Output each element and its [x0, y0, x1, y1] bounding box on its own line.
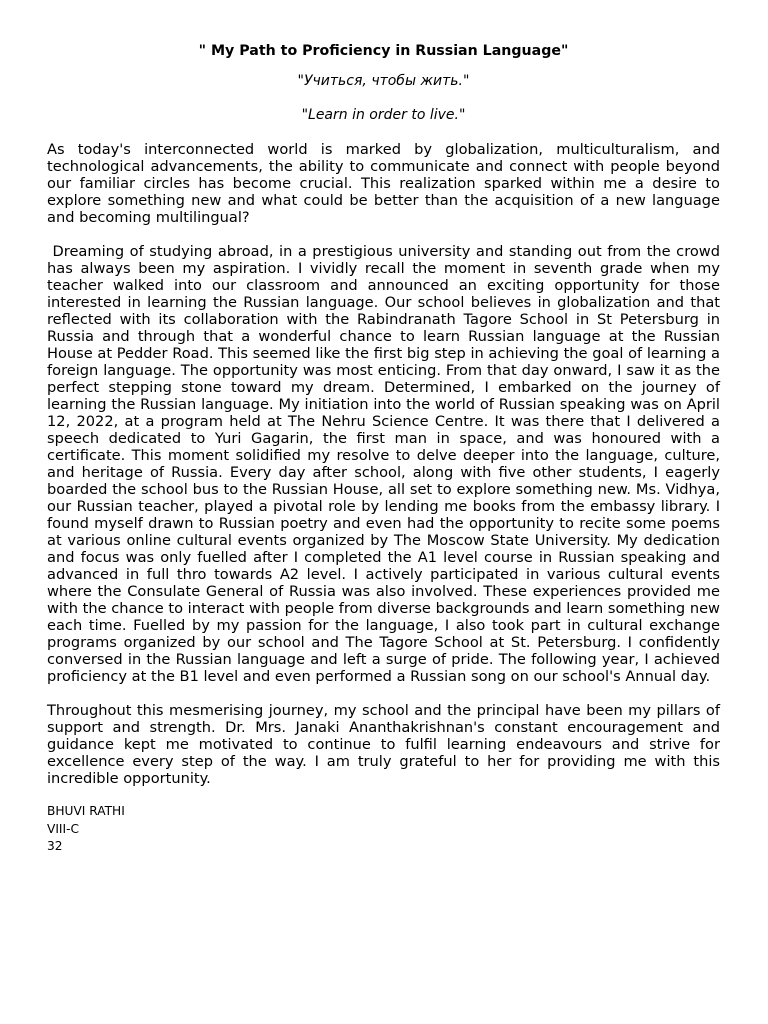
author-name: BHUVI RATHI: [47, 804, 125, 818]
paragraph-journey: Dreaming of studying abroad, in a prestigious university and standing out from the crowd has always been my aspiration. I vividly recall the moment in seventh grade when my teacher walked into our classroom and announced an exciting opportunity for those interested in learning the Russian language. Our school believes in globalization and that reflected with its collaboration with the Rabindranath Tagore School in St Petersburg in Russia and through that a wonderful chance to learn Russian language at the Russian House at Pedder Road. This seemed like the first big step in achieving the goal of learning a foreign language. The opportunity was most enticing. From that day onward, I saw it as the perfect stepping stone toward my dream. Determined, I embarked on the journey of learning the Russian language. My initiation into the world of Russian speaking was on April 12, 2022, at a program held at The Nehru Science Centre. It was there that I delivered a speech dedicated to Yuri Gagarin, the first man in space, and was honoured with a certificate. This moment solidified my resolve to delve deeper into the language, culture, and heritage of Russia. Every day after school, along with five other students, I eagerly boarded the school bus to the Russian House, all set to explore something new. Ms. Vidhya, our Russian teacher, played a pivotal role by lending me books from the embassy library. I found myself drawn to Russian poetry and even had the opportunity to recite some poems at various online cultural events organized by The Moscow State University. My dedication and focus was only fuelled after I completed the A1 level course in Russian speaking and advanced in full thro towards A2 level. I actively participated in various cultural events where the Consulate General of Russia was also involved. These experiences provided me with the chance to interact with people from diverse backgrounds and learn something new each time. Fuelled by my passion for the language, I also took part in cultural exchange programs organized by our school and The Tagore School at St. Petersburg. I confidently conversed in the Russian language and left a surge of pride. The following year, I achieved proficiency at the B1 level and even performed a Russian song on our school's Annual day.: [47, 243, 725, 685]
document-page: [47, 38, 725, 856]
english-quote: "Learn in order to live.": [301, 107, 466, 123]
paragraph-introduction: As today's interconnected world is marked by globalization, multiculturalism, and technological advancements, the ability to communicate and connect with people beyond our familiar circles has become crucial. This realization sparked within me a desire to explore something new and what could be better than the acquisition of a new language and becoming multilingual?: [47, 141, 720, 226]
paragraph-gratitude: Throughout this mesmerising journey, my school and the principal have been my pillars of support and strength. Dr. Mrs. Janaki Ananthakrishnan's constant encouragement and guidance kept me motivated to continue to fulfil learning endeavours and strive for excellence every step of the way. I am truly grateful to her for providing me with this incredible opportunity.: [47, 702, 720, 787]
russian-quote: "Учиться, чтобы жить.": [297, 73, 470, 89]
essay-title: " My Path to Proficiency in Russian Language": [198, 43, 569, 59]
author-class: VIII-C: [47, 821, 80, 836]
author-number: 32: [47, 839, 63, 853]
